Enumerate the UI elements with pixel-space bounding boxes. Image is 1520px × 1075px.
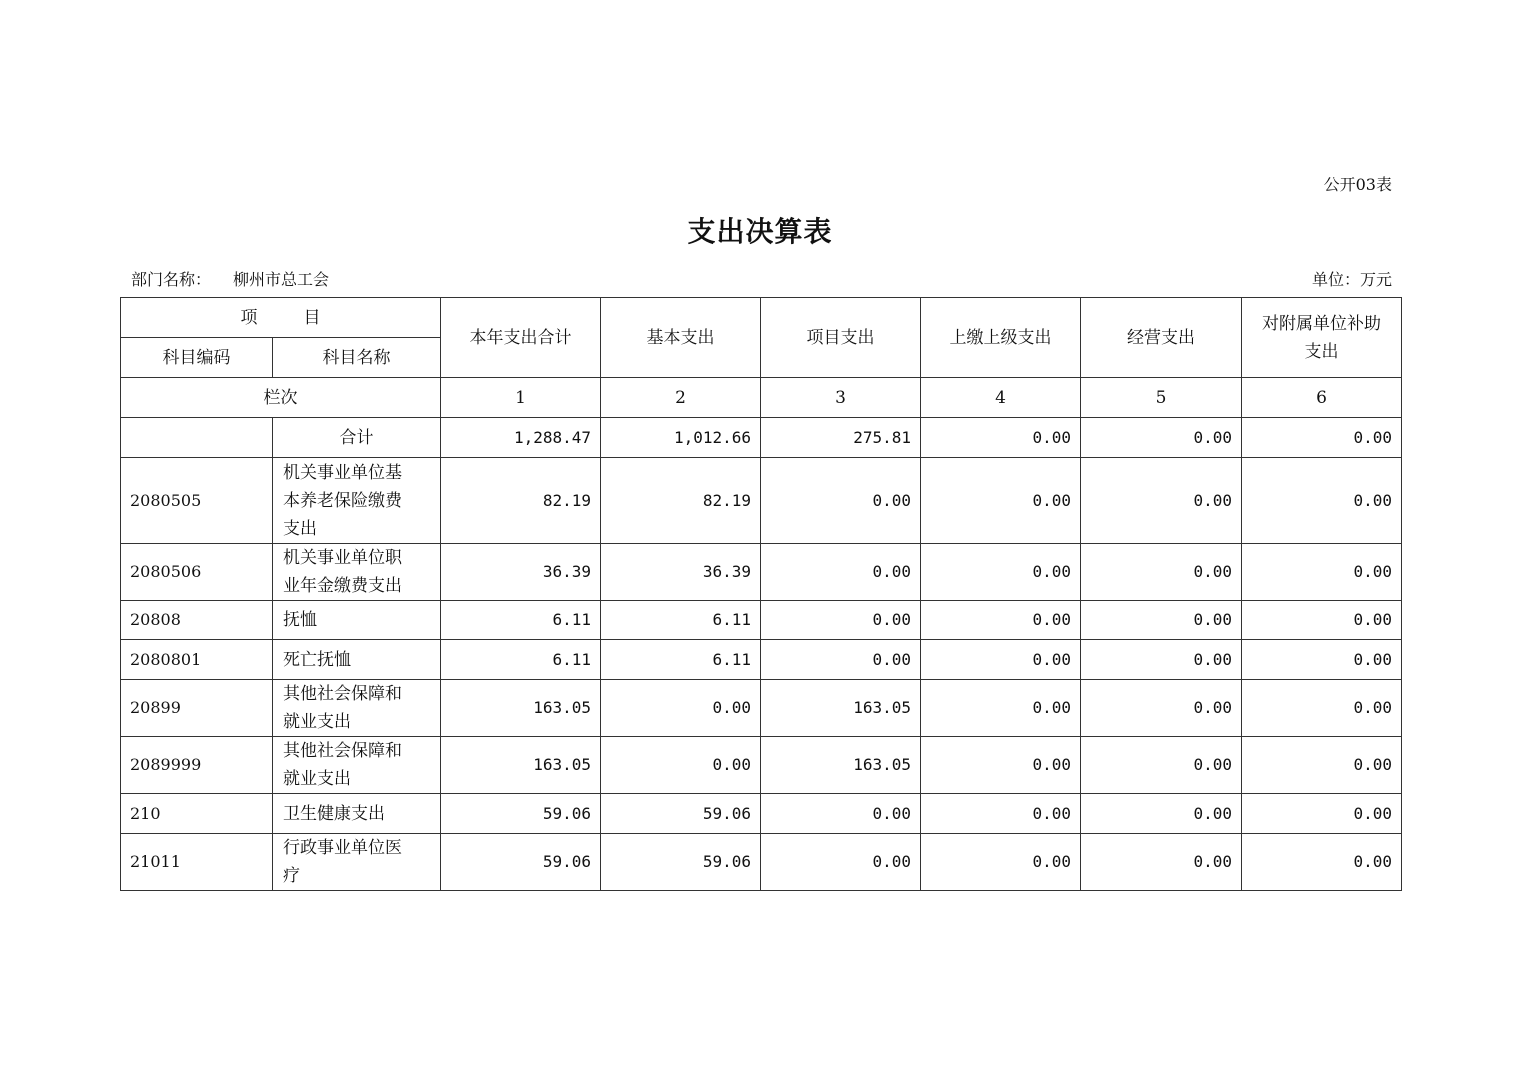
row-value: 0.00 bbox=[1081, 737, 1242, 794]
header-item bbox=[121, 298, 441, 338]
row-value: 0.00 bbox=[921, 601, 1081, 640]
row-value: 0.00 bbox=[921, 737, 1081, 794]
data-rows bbox=[121, 458, 1402, 891]
header-total: 本年支出合计 bbox=[441, 298, 601, 378]
total-value: 0.00 bbox=[1242, 418, 1402, 458]
header-subsidy: 对附属单位补助支出 bbox=[1242, 298, 1402, 378]
row-value: 6.11 bbox=[441, 640, 601, 680]
department-line bbox=[131, 267, 329, 290]
row-value: 6.11 bbox=[601, 640, 761, 680]
table-row bbox=[121, 794, 1402, 834]
row-value: 0.00 bbox=[921, 680, 1081, 737]
header-code: 科目编码 bbox=[121, 338, 273, 378]
row-value: 36.39 bbox=[441, 544, 601, 601]
table-row bbox=[121, 737, 1402, 794]
column-index: 4 bbox=[921, 378, 1081, 418]
row-value: 0.00 bbox=[1081, 640, 1242, 680]
header-upper: 上缴上级支出 bbox=[921, 298, 1081, 378]
department-label: 部门名称： bbox=[131, 270, 212, 289]
table-row bbox=[121, 640, 1402, 680]
row-value: 0.00 bbox=[1242, 601, 1402, 640]
row-value: 0.00 bbox=[761, 834, 921, 891]
row-value: 0.00 bbox=[1242, 544, 1402, 601]
row-value: 0.00 bbox=[1242, 794, 1402, 834]
column-index-row bbox=[121, 378, 1402, 418]
column-index: 3 bbox=[761, 378, 921, 418]
row-code: 2080505 bbox=[121, 458, 273, 544]
row-name: 行政事业单位医疗 bbox=[273, 834, 441, 891]
row-value: 0.00 bbox=[1242, 737, 1402, 794]
row-value: 0.00 bbox=[921, 794, 1081, 834]
row-value: 0.00 bbox=[921, 640, 1081, 680]
total-code-cell bbox=[121, 418, 273, 458]
row-value: 0.00 bbox=[761, 640, 921, 680]
form-number: 公开03表 bbox=[1323, 175, 1392, 194]
header-business: 经营支出 bbox=[1081, 298, 1242, 378]
page-title: 支出决算表 bbox=[687, 215, 833, 248]
row-code: 20808 bbox=[121, 601, 273, 640]
row-value: 0.00 bbox=[761, 794, 921, 834]
row-value: 59.06 bbox=[441, 834, 601, 891]
row-name: 其他社会保障和就业支出 bbox=[273, 737, 441, 794]
row-name: 死亡抚恤 bbox=[273, 640, 441, 680]
header-row-1 bbox=[121, 298, 1402, 338]
row-value: 59.06 bbox=[441, 794, 601, 834]
row-code: 21011 bbox=[121, 834, 273, 891]
row-value: 0.00 bbox=[1242, 640, 1402, 680]
row-value: 163.05 bbox=[761, 680, 921, 737]
row-code: 2080506 bbox=[121, 544, 273, 601]
header-name: 科目名称 bbox=[273, 338, 441, 378]
column-index-label: 栏次 bbox=[121, 378, 441, 418]
row-value: 0.00 bbox=[1242, 680, 1402, 737]
row-name: 卫生健康支出 bbox=[273, 794, 441, 834]
total-value: 275.81 bbox=[761, 418, 921, 458]
row-value: 163.05 bbox=[761, 737, 921, 794]
row-value: 163.05 bbox=[441, 737, 601, 794]
column-index: 6 bbox=[1242, 378, 1402, 418]
row-value: 82.19 bbox=[601, 458, 761, 544]
row-value: 163.05 bbox=[441, 680, 601, 737]
row-value: 0.00 bbox=[761, 544, 921, 601]
total-value: 0.00 bbox=[921, 418, 1081, 458]
row-value: 0.00 bbox=[921, 458, 1081, 544]
table-row bbox=[121, 544, 1402, 601]
row-name: 抚恤 bbox=[273, 601, 441, 640]
row-value: 0.00 bbox=[1081, 834, 1242, 891]
row-value: 0.00 bbox=[1081, 544, 1242, 601]
row-code: 20899 bbox=[121, 680, 273, 737]
row-code: 2089999 bbox=[121, 737, 273, 794]
column-index: 5 bbox=[1081, 378, 1242, 418]
header-item-a: 项 bbox=[240, 307, 258, 328]
total-value: 1,012.66 bbox=[601, 418, 761, 458]
row-value: 0.00 bbox=[601, 737, 761, 794]
row-value: 0.00 bbox=[1081, 601, 1242, 640]
row-value: 0.00 bbox=[601, 680, 761, 737]
row-code: 210 bbox=[121, 794, 273, 834]
table-row bbox=[121, 458, 1402, 544]
row-value: 0.00 bbox=[761, 601, 921, 640]
row-value: 6.11 bbox=[441, 601, 601, 640]
header-project: 项目支出 bbox=[761, 298, 921, 378]
expenditure-table bbox=[120, 297, 1402, 891]
column-index: 2 bbox=[601, 378, 761, 418]
row-value: 36.39 bbox=[601, 544, 761, 601]
column-index: 1 bbox=[441, 378, 601, 418]
row-value: 82.19 bbox=[441, 458, 601, 544]
row-name: 机关事业单位职业年金缴费支出 bbox=[273, 544, 441, 601]
table-row bbox=[121, 680, 1402, 737]
row-value: 0.00 bbox=[1242, 458, 1402, 544]
row-value: 0.00 bbox=[1242, 834, 1402, 891]
table-row bbox=[121, 834, 1402, 891]
row-value: 0.00 bbox=[921, 544, 1081, 601]
row-value: 6.11 bbox=[601, 601, 761, 640]
total-row bbox=[121, 418, 1402, 458]
row-value: 0.00 bbox=[1081, 680, 1242, 737]
total-value: 1,288.47 bbox=[441, 418, 601, 458]
unit-label: 单位：万元 bbox=[1311, 270, 1392, 289]
row-code: 2080801 bbox=[121, 640, 273, 680]
row-value: 0.00 bbox=[761, 458, 921, 544]
row-value: 0.00 bbox=[921, 834, 1081, 891]
header-basic: 基本支出 bbox=[601, 298, 761, 378]
row-name: 机关事业单位基本养老保险缴费支出 bbox=[273, 458, 441, 544]
row-value: 59.06 bbox=[601, 834, 761, 891]
header-item-b: 目 bbox=[303, 307, 321, 328]
row-value: 0.00 bbox=[1081, 458, 1242, 544]
table-row bbox=[121, 601, 1402, 640]
row-value: 59.06 bbox=[601, 794, 761, 834]
row-value: 0.00 bbox=[1081, 794, 1242, 834]
total-value: 0.00 bbox=[1081, 418, 1242, 458]
row-name: 其他社会保障和就业支出 bbox=[273, 680, 441, 737]
total-label: 合计 bbox=[273, 418, 441, 458]
department-value: 柳州市总工会 bbox=[233, 270, 330, 289]
